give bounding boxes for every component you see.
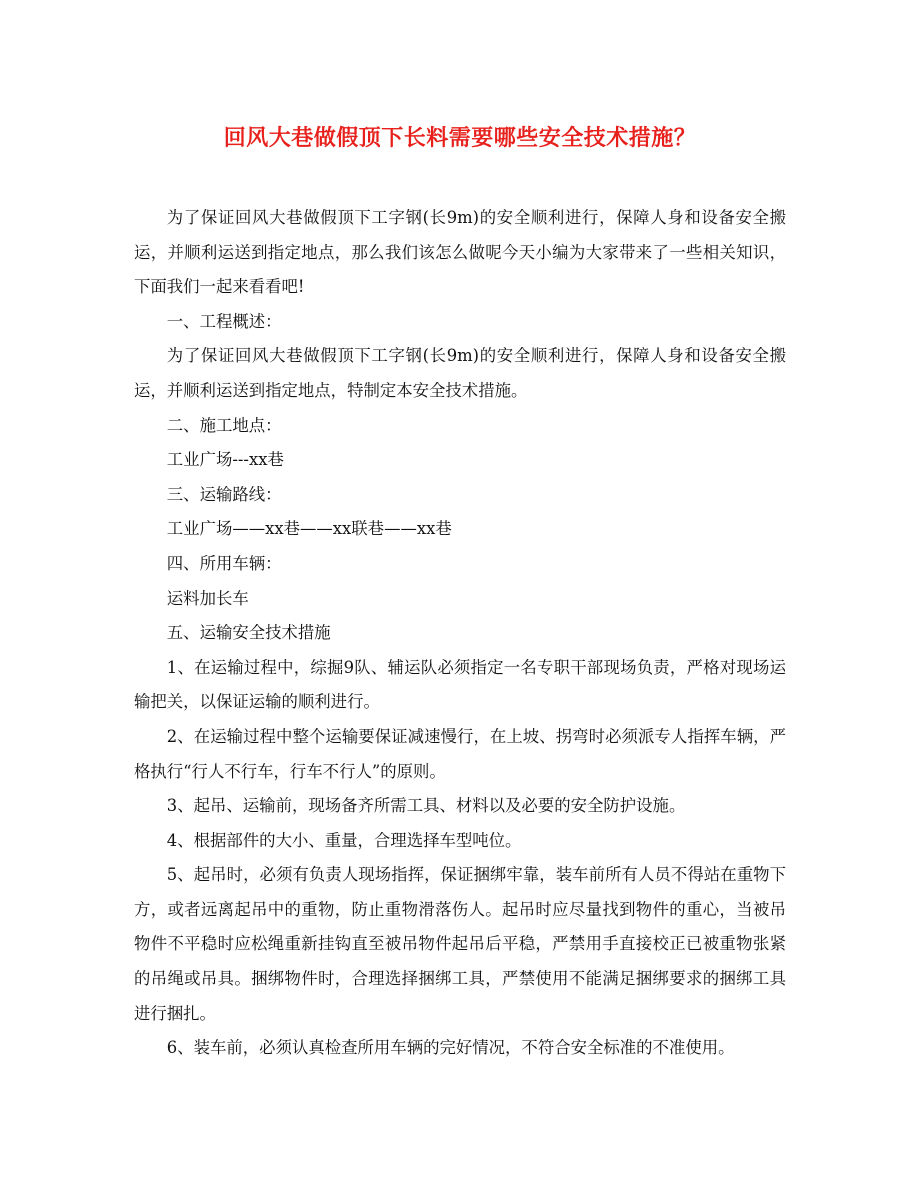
measure-item-6: 6、装车前，必须认真检查所用车辆的完好情况，不符合安全标准的不准使用。 bbox=[166, 1038, 735, 1058]
overview-paragraph: 为了保证回风大巷做假顶下工字钢(长9m)的安全顺利进行，保障人身和设备安全搬运，并顺利运送到指定地点，特制定本安全技术措施。 bbox=[134, 346, 786, 400]
document-title: 回风大巷做假顶下长料需要哪些安全技术措施？ bbox=[223, 125, 697, 151]
location-paragraph: 工业广场---xx巷 bbox=[166, 450, 284, 470]
measure-item-4: 4、根据部件的大小、重量，合理选择车型吨位。 bbox=[166, 830, 522, 850]
section-heading-route: 三、运输路线： bbox=[166, 484, 282, 504]
measure-item-1: 1、在运输过程中，综掘9队、辅运队必须指定一名专职干部现场负责，严格对现场运输把关，以保证运输的顺利进行。 bbox=[134, 657, 786, 712]
section-heading-location: 二、施工地点： bbox=[166, 415, 282, 435]
measure-item-5: 5、起吊时，必须有负责人现场指挥，保证捆绑牢靠，装车前所有人员不得站在重物下方，或者远离起吊中的重物，防止重物滑落伤人。起吊时应尽量找到物件的重心，当被吊物件不平稳时应松绳重新挂钩直至被吊物件起吊后平稳，严禁用手直接校正已被重物张紧的吊绳或吊具。捆绑物件时，合理选择捆绑工具，严禁使用不能满足捆绑要求的捆绑工具进行捆扎。 bbox=[134, 865, 786, 1023]
measure-item-2: 2、在运输过程中整个运输要保证减速慢行，在上坡、拐弯时必须派专人指挥车辆，严格执行“行人不行车，行车不行人”的原则。 bbox=[134, 726, 786, 781]
section-heading-safety-measures: 五、运输安全技术措施 bbox=[166, 623, 331, 643]
section-heading-overview: 一、工程概述： bbox=[166, 311, 282, 331]
measure-item-3: 3、起吊、运输前，现场备齐所需工具、材料以及必要的安全防护设施。 bbox=[166, 796, 686, 816]
route-paragraph: 工业广场——xx巷——xx联巷——xx巷 bbox=[166, 519, 452, 539]
intro-paragraph: 为了保证回风大巷做假顶下工字钢(长9m)的安全顺利进行，保障人身和设备安全搬运，并顺利运送到指定地点，那么我们该怎么做呢今天小编为大家带来了一些相关知识，下面我们一起来看看吧! bbox=[134, 208, 786, 297]
document-body bbox=[134, 201, 786, 1066]
vehicles-paragraph: 运料加长车 bbox=[166, 588, 249, 608]
section-heading-vehicles: 四、所用车辆： bbox=[166, 553, 282, 573]
